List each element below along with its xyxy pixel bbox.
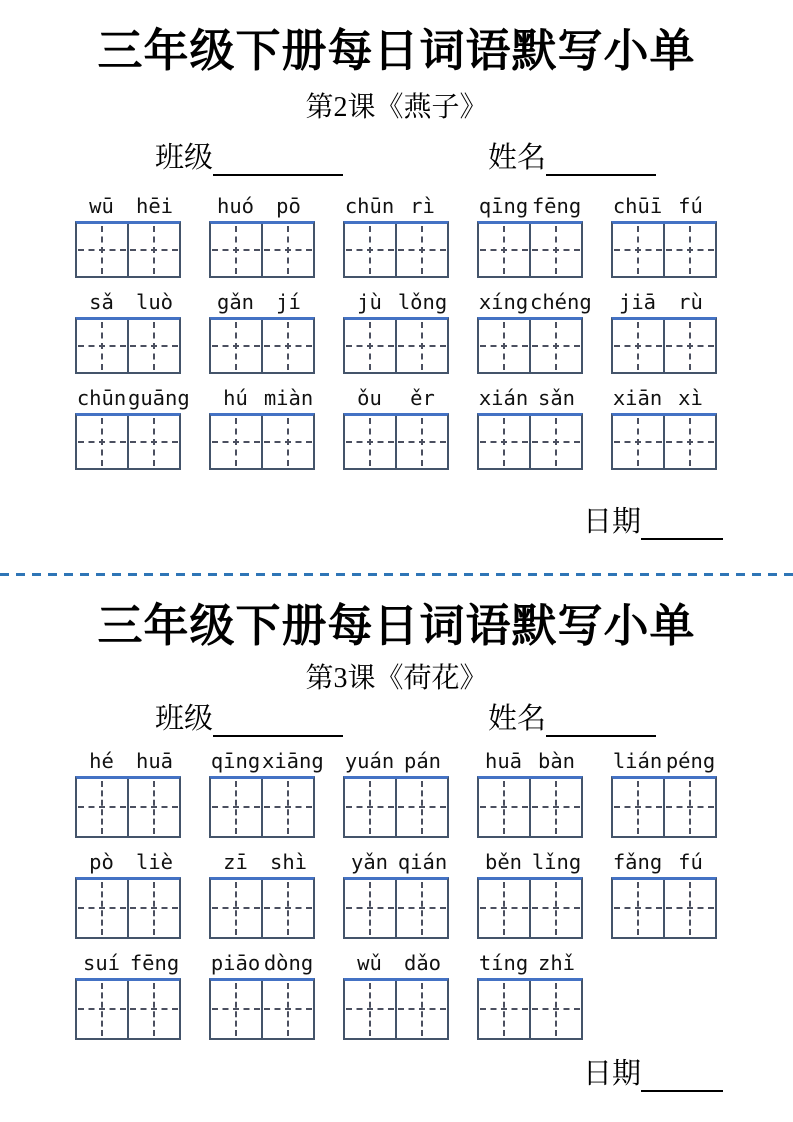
class-label: 班级 xyxy=(155,702,214,735)
writing-cell xyxy=(613,320,663,372)
word-item xyxy=(477,190,583,278)
name-blank-line xyxy=(546,705,656,737)
writing-cell xyxy=(127,779,179,836)
pinyin-label xyxy=(477,286,592,314)
pinyin-syllable: huā xyxy=(135,748,174,773)
pinyin-label xyxy=(209,947,315,975)
pinyin-syllable: yuán xyxy=(344,748,395,773)
writing-cell xyxy=(261,880,313,937)
word-item xyxy=(477,382,583,470)
name-field xyxy=(488,135,656,176)
writing-grid-box xyxy=(209,317,315,374)
writing-grid-box xyxy=(343,221,449,278)
writing-cell xyxy=(529,224,581,276)
pinyin-label xyxy=(75,947,181,975)
writing-cell xyxy=(479,779,529,836)
pinyin-syllable: chéng xyxy=(530,289,592,314)
pinyin-syllable: suí xyxy=(82,950,121,975)
pinyin-label xyxy=(343,846,449,874)
word-item xyxy=(477,947,583,1040)
section-subtitle: 第2课《燕子》 xyxy=(305,91,488,123)
writing-grid-box xyxy=(477,413,583,470)
pinyin-syllable: xiāng xyxy=(262,748,324,773)
writing-cell xyxy=(77,981,127,1038)
class-field xyxy=(155,696,343,737)
pinyin-syllable: jiā xyxy=(618,289,657,314)
pinyin-syllable: dǎo xyxy=(403,950,442,975)
writing-cell xyxy=(479,981,529,1038)
writing-grid-box xyxy=(477,978,583,1040)
pinyin-syllable: jí xyxy=(276,289,301,314)
pinyin-syllable: pán xyxy=(403,748,442,773)
pinyin-label xyxy=(477,846,583,874)
word-item xyxy=(343,846,449,939)
writing-cell xyxy=(395,416,447,468)
writing-grid-box xyxy=(75,317,181,374)
pinyin-label xyxy=(343,286,449,314)
writing-cell xyxy=(127,320,179,372)
writing-grid-box xyxy=(611,221,717,278)
word-item xyxy=(611,286,717,374)
pinyin-syllable: piāo xyxy=(210,950,261,975)
writing-grid-box xyxy=(611,776,717,838)
writing-cell xyxy=(77,779,127,836)
date-row xyxy=(0,1056,723,1092)
pinyin-syllable: zī xyxy=(223,849,248,874)
pinyin-syllable: wǔ xyxy=(357,950,382,975)
pinyin-syllable: pō xyxy=(276,193,301,218)
word-row xyxy=(75,846,793,939)
name-blank-line xyxy=(546,144,656,176)
pinyin-syllable: miàn xyxy=(263,385,314,410)
name-field xyxy=(488,696,656,737)
class-blank-line xyxy=(213,705,343,737)
pinyin-syllable: lián xyxy=(612,748,663,773)
pinyin-label xyxy=(611,745,717,773)
pinyin-label xyxy=(611,190,717,218)
writing-grid-box xyxy=(75,978,181,1040)
pinyin-label xyxy=(209,286,315,314)
writing-grid-box xyxy=(611,877,717,939)
word-row xyxy=(75,947,793,1040)
writing-grid-box xyxy=(75,413,181,470)
pinyin-syllable: bàn xyxy=(537,748,576,773)
writing-grid-box xyxy=(75,776,181,838)
word-item xyxy=(611,190,717,278)
writing-cell xyxy=(395,779,447,836)
pinyin-syllable: shì xyxy=(269,849,308,874)
writing-cell xyxy=(663,320,715,372)
name-label: 姓名 xyxy=(488,702,547,735)
word-item xyxy=(611,745,717,838)
writing-cell xyxy=(211,981,261,1038)
meta-row xyxy=(0,140,793,176)
writing-grid-box xyxy=(209,978,315,1040)
writing-cell xyxy=(529,981,581,1038)
word-item xyxy=(75,286,181,374)
writing-cell xyxy=(345,880,395,937)
pinyin-label xyxy=(209,846,315,874)
writing-cell xyxy=(77,320,127,372)
pinyin-syllable: gǎn xyxy=(216,289,255,314)
word-row xyxy=(75,286,793,374)
writing-cell xyxy=(663,779,715,836)
pinyin-syllable: dòng xyxy=(263,950,314,975)
writing-cell xyxy=(77,416,127,468)
writing-grid-box xyxy=(611,317,717,374)
pinyin-syllable: xíng xyxy=(478,289,529,314)
section-subtitle: 第3课《荷花》 xyxy=(305,662,488,694)
word-item xyxy=(611,846,717,939)
pinyin-syllable: guāng xyxy=(128,385,190,410)
word-item xyxy=(75,190,181,278)
word-item xyxy=(75,846,181,939)
word-item xyxy=(343,190,449,278)
pinyin-label xyxy=(75,286,181,314)
worksheet-section-lesson3 xyxy=(0,601,793,1092)
writing-grid-box xyxy=(343,317,449,374)
writing-cell xyxy=(127,880,179,937)
pinyin-label xyxy=(611,286,717,314)
writing-cell xyxy=(345,320,395,372)
writing-cell xyxy=(261,224,313,276)
worksheet-section-lesson2 xyxy=(0,26,793,540)
pinyin-syllable: ǒu xyxy=(357,385,382,410)
pinyin-label xyxy=(75,745,181,773)
word-item xyxy=(209,382,315,470)
class-label: 班级 xyxy=(155,141,214,174)
pinyin-syllable: qián xyxy=(397,849,448,874)
word-item xyxy=(209,947,315,1040)
writing-cell xyxy=(613,416,663,468)
pinyin-label xyxy=(343,745,449,773)
pinyin-label xyxy=(209,382,315,410)
word-item xyxy=(343,286,449,374)
meta-row xyxy=(0,701,793,737)
pinyin-syllable: tíng xyxy=(478,950,529,975)
pinyin-label xyxy=(477,947,583,975)
writing-cell xyxy=(395,320,447,372)
pinyin-syllable: jù xyxy=(357,289,382,314)
pinyin-syllable: zhǐ xyxy=(537,950,576,975)
writing-cell xyxy=(127,981,179,1038)
pinyin-syllable: huā xyxy=(484,748,523,773)
section-title: 三年级下册每日词语默写小单 xyxy=(97,26,696,76)
writing-cell xyxy=(345,224,395,276)
writing-grid-box xyxy=(209,413,315,470)
writing-cell xyxy=(77,224,127,276)
pinyin-syllable: xì xyxy=(678,385,703,410)
writing-cell xyxy=(211,880,261,937)
pinyin-syllable: sǎn xyxy=(537,385,576,410)
word-item xyxy=(75,745,181,838)
writing-grid-box xyxy=(75,877,181,939)
pinyin-label xyxy=(75,190,181,218)
pinyin-syllable: fǎng xyxy=(612,849,663,874)
writing-cell xyxy=(345,416,395,468)
pinyin-syllable: yǎn xyxy=(350,849,389,874)
writing-cell xyxy=(345,981,395,1038)
writing-cell xyxy=(127,224,179,276)
pinyin-syllable: fú xyxy=(678,849,703,874)
writing-cell xyxy=(211,416,261,468)
pinyin-syllable: chūn xyxy=(76,385,127,410)
word-item xyxy=(209,190,315,278)
writing-cell xyxy=(261,779,313,836)
writing-grid-box xyxy=(209,776,315,838)
pinyin-syllable: péng xyxy=(665,748,716,773)
pinyin-label xyxy=(477,190,583,218)
date-blank-line xyxy=(641,1060,723,1092)
pinyin-syllable: xián xyxy=(478,385,529,410)
pinyin-syllable: liè xyxy=(135,849,174,874)
writing-cell xyxy=(261,981,313,1038)
pinyin-syllable: rì xyxy=(410,193,435,218)
writing-grid-box xyxy=(343,776,449,838)
writing-cell xyxy=(663,880,715,937)
writing-cell xyxy=(127,416,179,468)
writing-cell xyxy=(613,224,663,276)
pinyin-syllable: fēng xyxy=(129,950,180,975)
writing-cell xyxy=(613,880,663,937)
name-label: 姓名 xyxy=(488,141,547,174)
writing-grid-box xyxy=(343,978,449,1040)
writing-grid-box xyxy=(75,221,181,278)
pinyin-label xyxy=(477,745,583,773)
word-item xyxy=(343,947,449,1040)
date-row xyxy=(0,504,723,540)
writing-cell xyxy=(663,416,715,468)
word-item xyxy=(343,382,449,470)
date-label: 日期 xyxy=(582,505,641,538)
pinyin-label xyxy=(209,745,324,773)
writing-cell xyxy=(479,224,529,276)
pinyin-syllable: hú xyxy=(223,385,248,410)
word-item xyxy=(209,745,324,838)
writing-cell xyxy=(395,224,447,276)
pinyin-syllable: ěr xyxy=(410,385,435,410)
writing-cell xyxy=(529,320,581,372)
pinyin-syllable: sǎ xyxy=(89,289,114,314)
word-item xyxy=(611,382,717,470)
pinyin-syllable: rù xyxy=(678,289,703,314)
pinyin-label xyxy=(343,947,449,975)
pinyin-syllable: qīng xyxy=(210,748,261,773)
pinyin-label xyxy=(477,382,583,410)
word-grid-area xyxy=(75,190,793,470)
pinyin-label xyxy=(75,382,190,410)
writing-grid-box xyxy=(611,413,717,470)
writing-grid-box xyxy=(343,413,449,470)
writing-cell xyxy=(479,320,529,372)
section-divider-dashed-line xyxy=(0,573,793,576)
word-grid-area xyxy=(75,745,793,1040)
writing-cell xyxy=(345,779,395,836)
word-item xyxy=(75,382,190,470)
pinyin-syllable: luò xyxy=(135,289,174,314)
section-title: 三年级下册每日词语默写小单 xyxy=(97,600,696,651)
pinyin-label xyxy=(75,846,181,874)
pinyin-label xyxy=(611,846,717,874)
writing-cell xyxy=(261,320,313,372)
class-field xyxy=(155,135,343,176)
pinyin-label xyxy=(343,190,449,218)
word-item xyxy=(477,846,583,939)
writing-grid-box xyxy=(343,877,449,939)
pinyin-syllable: huó xyxy=(216,193,255,218)
pinyin-label xyxy=(343,382,449,410)
word-item xyxy=(75,947,181,1040)
word-row xyxy=(75,745,793,838)
writing-cell xyxy=(479,416,529,468)
pinyin-syllable: fēng xyxy=(531,193,582,218)
writing-cell xyxy=(211,224,261,276)
writing-cell xyxy=(663,224,715,276)
pinyin-label xyxy=(611,382,717,410)
writing-cell xyxy=(211,779,261,836)
pinyin-syllable: hēi xyxy=(135,193,174,218)
writing-grid-box xyxy=(477,776,583,838)
class-blank-line xyxy=(213,144,343,176)
writing-grid-box xyxy=(209,221,315,278)
word-row xyxy=(75,190,793,278)
writing-cell xyxy=(395,880,447,937)
pinyin-syllable: qīng xyxy=(478,193,529,218)
pinyin-syllable: fú xyxy=(678,193,703,218)
writing-cell xyxy=(529,779,581,836)
pinyin-syllable: wū xyxy=(89,193,114,218)
word-row xyxy=(75,382,793,470)
writing-cell xyxy=(613,779,663,836)
date-blank-line xyxy=(641,508,723,540)
pinyin-syllable: chūn xyxy=(344,193,395,218)
pinyin-syllable: lǐng xyxy=(531,849,582,874)
writing-cell xyxy=(395,981,447,1038)
pinyin-syllable: xiān xyxy=(612,385,663,410)
word-item xyxy=(343,745,449,838)
pinyin-syllable: chūī xyxy=(612,193,663,218)
pinyin-syllable: pò xyxy=(89,849,114,874)
word-item xyxy=(477,286,592,374)
writing-cell xyxy=(479,880,529,937)
writing-cell xyxy=(529,880,581,937)
writing-cell xyxy=(529,416,581,468)
writing-grid-box xyxy=(477,877,583,939)
pinyin-syllable: běn xyxy=(484,849,523,874)
pinyin-syllable: hé xyxy=(89,748,114,773)
date-label: 日期 xyxy=(582,1057,641,1090)
word-item xyxy=(209,846,315,939)
pinyin-syllable: lǒng xyxy=(397,289,448,314)
writing-grid-box xyxy=(209,877,315,939)
writing-cell xyxy=(261,416,313,468)
word-item xyxy=(209,286,315,374)
writing-cell xyxy=(211,320,261,372)
word-item xyxy=(477,745,583,838)
writing-cell xyxy=(77,880,127,937)
writing-grid-box xyxy=(477,221,583,278)
writing-grid-box xyxy=(477,317,583,374)
pinyin-label xyxy=(209,190,315,218)
